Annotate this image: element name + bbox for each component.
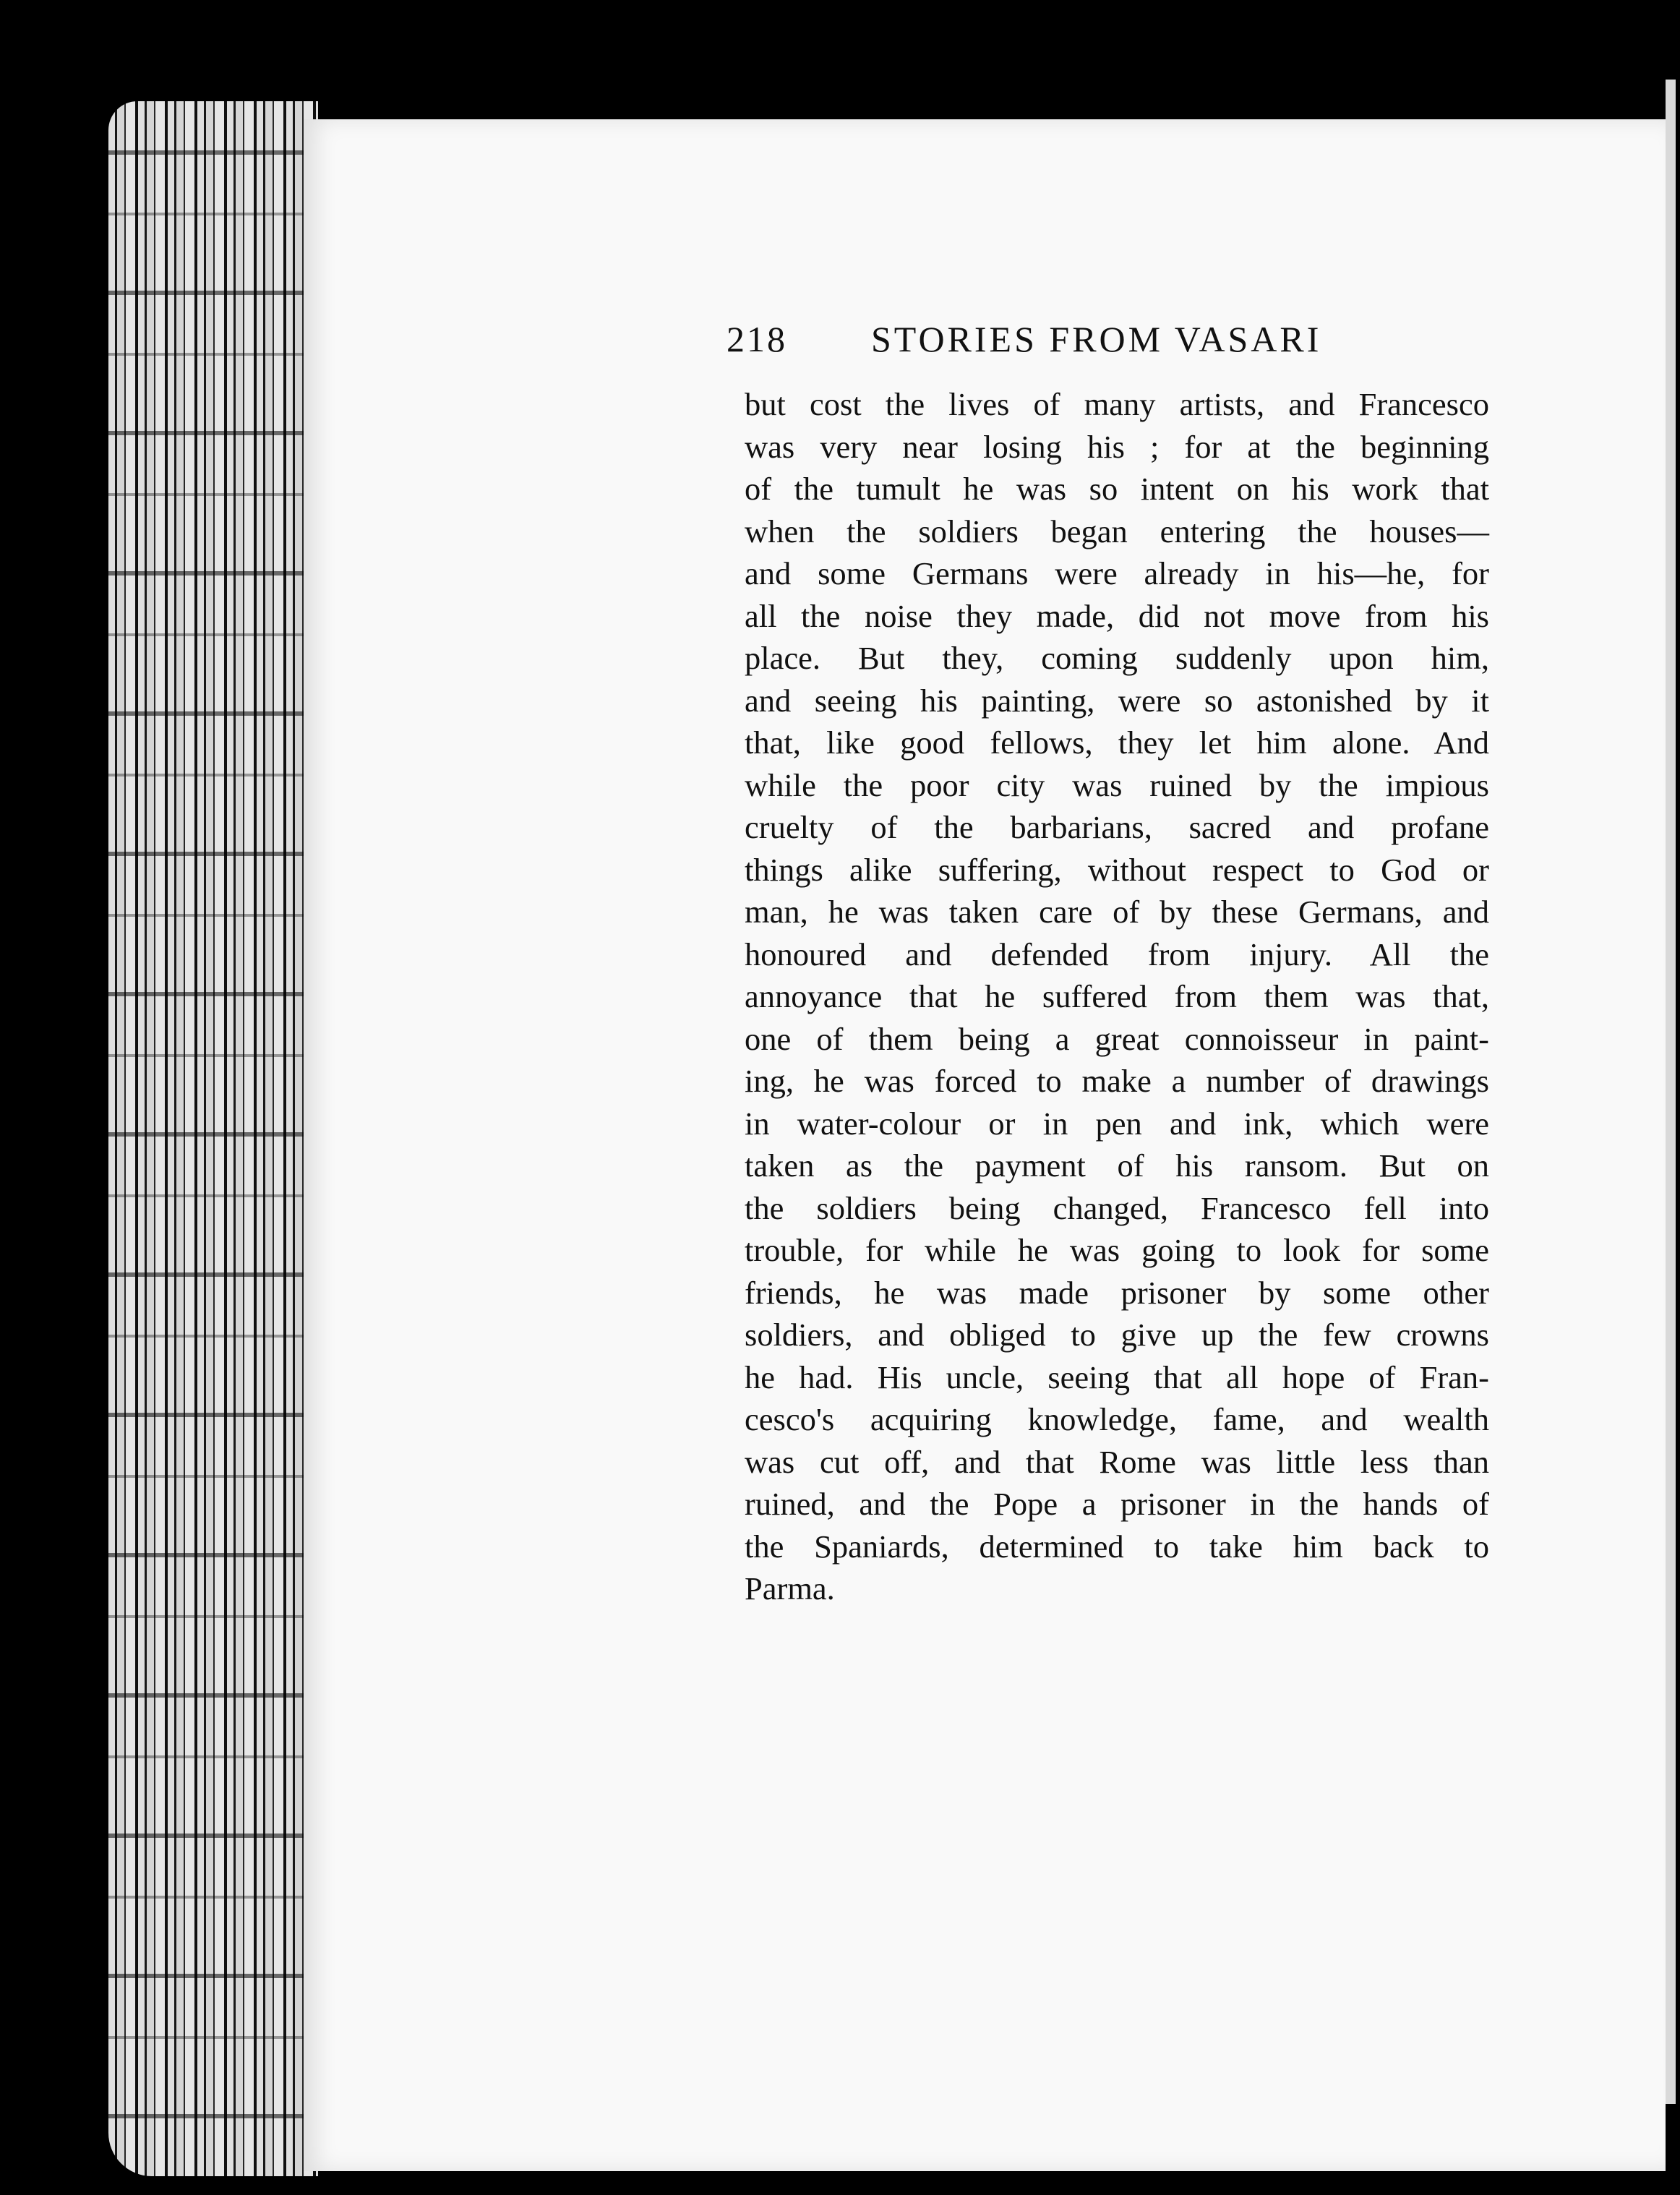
text-line: and some Germans were already in his—he, for bbox=[745, 555, 1489, 591]
text-line: honoured and defended from injury. All the bbox=[745, 936, 1489, 972]
text-line: the Spaniards, determined to take him back to bbox=[745, 1528, 1489, 1565]
page-number: 218 bbox=[727, 319, 787, 359]
text-line: he had. His uncle, seeing that all hope of Fran- bbox=[745, 1358, 1489, 1395]
page-edge-strip bbox=[1666, 80, 1676, 2104]
text-line: in water-colour or in pen and ink, which were bbox=[745, 1105, 1489, 1142]
text-line: cesco's acquiring knowledge, fame, and wealth bbox=[745, 1401, 1489, 1437]
running-title: STORIES FROM VASARI bbox=[871, 319, 1322, 359]
text-line: was cut off, and that Rome was little less than bbox=[745, 1443, 1489, 1480]
running-head bbox=[727, 318, 1493, 369]
text-line: Parma. bbox=[745, 1570, 835, 1606]
text-line: when the soldiers began entering the houses— bbox=[745, 513, 1489, 549]
text-line: place. But they, coming suddenly upon him, bbox=[745, 640, 1489, 676]
text-line: trouble, for while he was going to look for some bbox=[745, 1232, 1489, 1268]
text-line: man, he was taken care of by these Germans, and bbox=[745, 894, 1489, 930]
text-line: the soldiers being changed, Francesco fell into bbox=[745, 1189, 1489, 1226]
text-line: soldiers, and obliged to give up the few crowns bbox=[745, 1317, 1489, 1353]
text-line: cruelty of the barbarians, sacred and profane bbox=[745, 809, 1489, 845]
text-line: ruined, and the Pope a prisoner in the hands of bbox=[745, 1486, 1489, 1522]
body-text bbox=[745, 383, 1489, 1610]
text-line: that, like good fellows, they let him alone. And bbox=[745, 724, 1489, 761]
text-line: but cost the lives of many artists, and Francesco bbox=[745, 386, 1489, 422]
text-line: one of them being a great connoisseur in paint- bbox=[745, 1020, 1489, 1057]
text-line: of the tumult he was so intent on his work that bbox=[745, 471, 1489, 507]
text-line: while the poor city was ruined by the impious bbox=[745, 766, 1489, 803]
text-line: taken as the payment of his ransom. But on bbox=[745, 1147, 1489, 1184]
text-line: was very near losing his ; for at the beginning bbox=[745, 428, 1489, 465]
text-line: friends, he was made prisoner by some other bbox=[745, 1274, 1489, 1311]
text-line: ing, he was forced to make a number of drawings bbox=[745, 1063, 1489, 1099]
text-line: all the noise they made, did not move from his bbox=[745, 597, 1489, 634]
text-line: things alike suffering, without respect to God or bbox=[745, 851, 1489, 888]
text-line: and seeing his painting, were so astonished by it bbox=[745, 682, 1489, 719]
book-page-edges bbox=[108, 101, 318, 2176]
text-line: annoyance that he suffered from them was that, bbox=[745, 978, 1489, 1014]
